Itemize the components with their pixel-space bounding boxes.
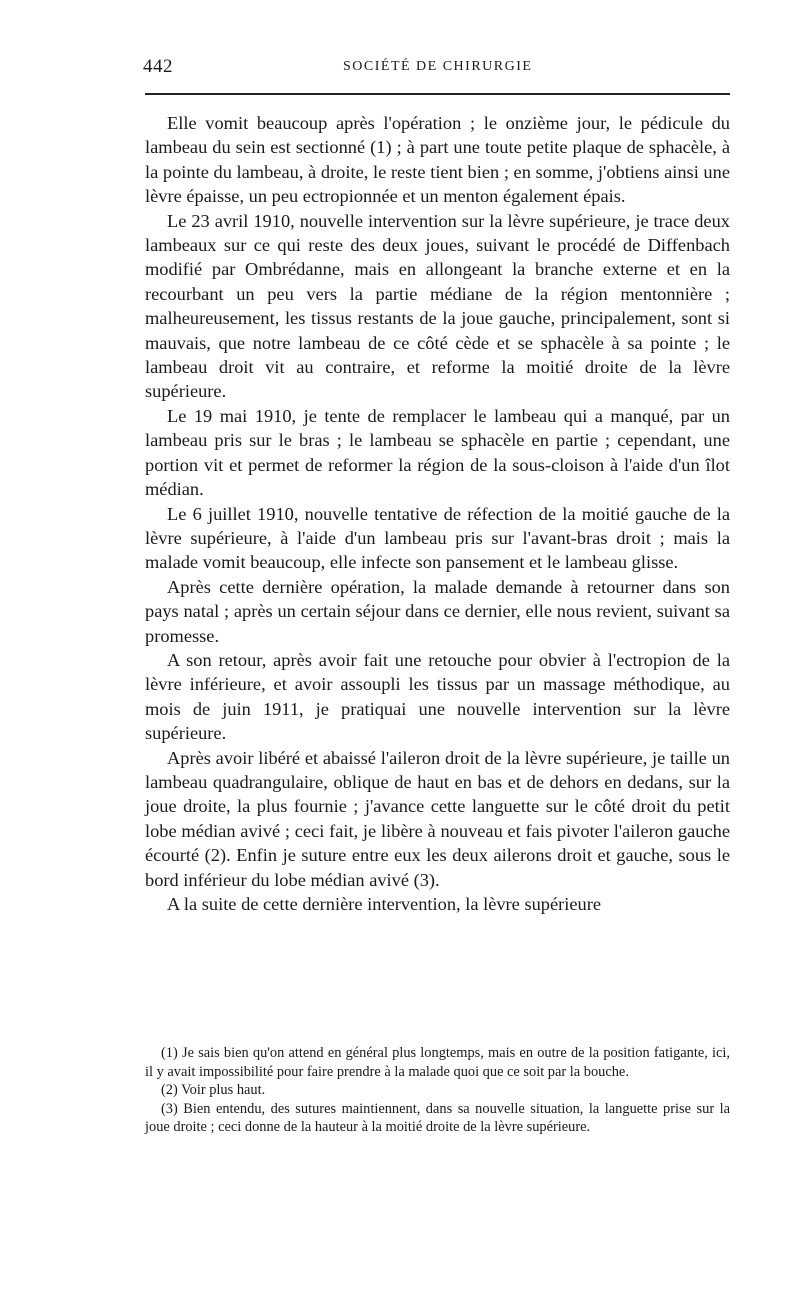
paragraph-1: Elle vomit beaucoup après l'opération ; le onzième jour, le pédicule du lambeau du sein est sectionné (1) ; à part une toute petite plaque de sphacèle, à la pointe du lambeau, à droite, le reste tient bien ; en somme, j'obtiens ainsi une lèvre épaisse, un peu ectropionnée et un menton également épais. bbox=[145, 113, 730, 207]
body-text bbox=[145, 111, 730, 916]
page-number: 442 bbox=[143, 56, 173, 77]
journal-title: SOCIÉTÉ DE CHIRURGIE bbox=[343, 59, 533, 74]
paragraph-3: Le 19 mai 1910, je tente de remplacer le lambeau qui a manqué, par un lambeau pris sur le bras ; le lambeau se sphacèle en partie ; cependant, une portion vit et permet de reformer la région de la sous-cloison à l'aide d'un îlot médian. bbox=[145, 405, 730, 500]
running-head bbox=[143, 56, 733, 82]
paragraph-7: Après avoir libéré et abaissé l'aileron droit de la lèvre supérieure, je taille un lambeau quadrangulaire, oblique de haut en bas et de dehors en dedans, sur la joue droite, la plus fournie ; j'avance cette languette sur le côté droit du petit lobe médian avivé ; ceci fait, je libère à nouveau et fais pivoter l'aileron gauche écourté (2). Enfin je suture entre eux les deux ailerons droit et gauche, sous le bord inférieur du lobe médian avivé (3). bbox=[145, 747, 730, 890]
header-rule bbox=[145, 93, 730, 95]
paragraph-2: Le 23 avril 1910, nouvelle intervention sur la lèvre supérieure, je trace deux lambeaux sur ce qui reste des deux joues, suivant le procédé de Diffenbach modifié par Ombrédanne, mais en allongeant la branche externe et en la recourbant un peu vers la partie médiane de la région mentonnière ; malheureusement, les tissus restants de la joue gauche, principalement, sont si mauvais, que notre lambeau de ce côté cède et se sphacèle à sa pointe ; le lambeau droit vit au contraire, et reforme la moitié droite de la lèvre supérieure. bbox=[145, 210, 730, 402]
footnote-3: (3) Bien entendu, des sutures maintiennent, dans sa nouvelle situation, la languette prise sur la joue droite ; ceci donne de la hauteur à la moitié droite de la lèvre supérieure. bbox=[145, 1100, 730, 1136]
paragraph-6: A son retour, après avoir fait une retouche pour obvier à l'ectropion de la lèvre inférieure, et avoir assoupli les tissus par un massage méthodique, au mois de juin 1911, je pratiquai une nouvelle intervention sur la lèvre supérieure. bbox=[145, 649, 730, 744]
paragraph-8: A la suite de cette dernière intervention, la lèvre supérieure bbox=[167, 894, 602, 914]
paragraph-4: Le 6 juillet 1910, nouvelle tentative de réfection de la moitié gauche de la lèvre supérieure, à l'aide d'un lambeau pris sur l'avant-bras droit ; mais la malade vomit beaucoup, elle infecte son pansement et le lambeau glisse. bbox=[145, 503, 730, 573]
paragraph-5: Après cette dernière opération, la malade demande à retourner dans son pays natal ; après un certain séjour dans ce dernier, elle nous revient, suivant sa promesse. bbox=[145, 576, 730, 646]
footnote-1: (1) Je sais bien qu'on attend en général plus longtemps, mais en outre de la position fatigante, ici, il y avait impossibilité pour faire prendre à la malade quoi que ce soit par la bouche. bbox=[145, 1045, 730, 1080]
footnote-2: (2) Voir plus haut. bbox=[161, 1082, 266, 1099]
footnotes bbox=[145, 1044, 730, 1137]
